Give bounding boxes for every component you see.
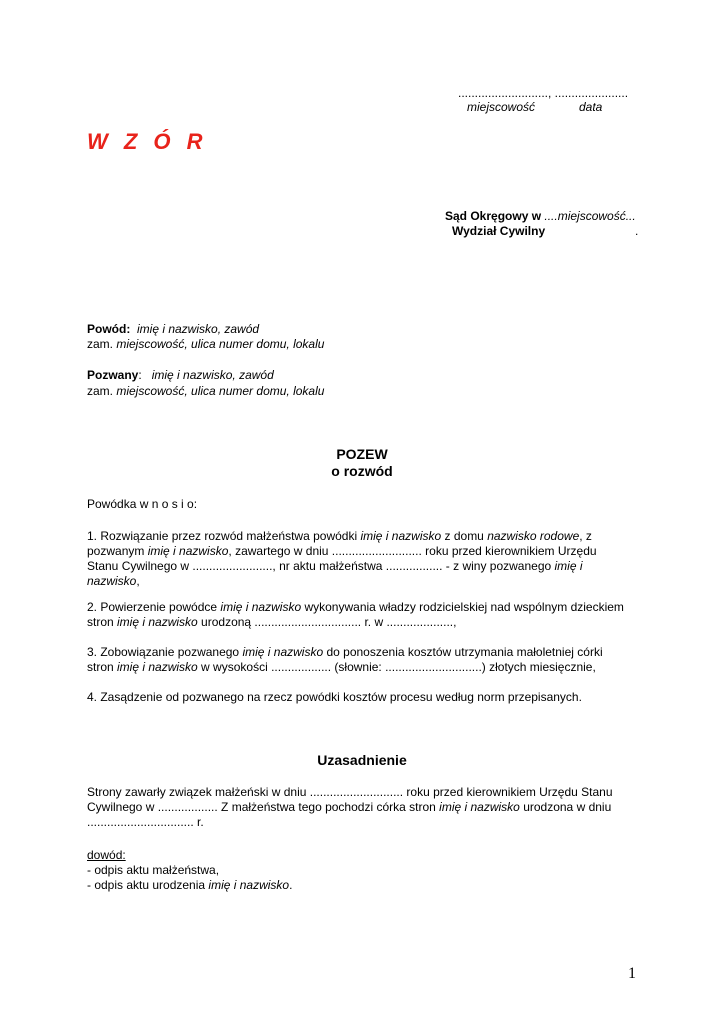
- placeholder-field: imię i nazwisko: [117, 660, 198, 674]
- court-place: ....miejscowość...: [544, 209, 636, 223]
- text-segment: ,: [136, 574, 140, 588]
- plaintiff-value: imię i nazwisko, zawód: [137, 322, 260, 336]
- request-3-line: [87, 660, 596, 675]
- court-prefix: Sąd Okręgowy w: [445, 209, 545, 223]
- text-segment: urodzona w dniu: [519, 800, 612, 814]
- requests-intro: Powódka w n o s i o:: [87, 497, 198, 511]
- request-1-line: [87, 574, 140, 589]
- text-segment: , z: [579, 529, 592, 543]
- request-1-line: [87, 559, 583, 574]
- placeholder-field: imię i nazwisko: [208, 878, 290, 892]
- request-2-line: [87, 600, 624, 615]
- text-segment: Strony zawarły związek małżeński w dniu ............................ roku przed kierownikiem Urzędu Stanu: [87, 785, 613, 799]
- plaintiff-address: [87, 337, 324, 352]
- place-date-dots: ..........................., ......................: [458, 86, 629, 100]
- request-2-line: [87, 615, 456, 630]
- justification-line: [87, 815, 204, 830]
- defendant-address-value: miejscowość, ulica numer domu, lokalu: [116, 384, 325, 398]
- text-segment: stron: [87, 615, 118, 629]
- date-label: data: [579, 100, 603, 114]
- placeholder-field: imię i nazwisko: [439, 800, 520, 814]
- text-segment: pozwanym: [87, 544, 148, 558]
- text-segment: Cywilnego w .................. Z małżeństwa tego pochodzi córka stron: [87, 800, 440, 814]
- evidence-item: [87, 863, 219, 878]
- justification-line: [87, 785, 613, 800]
- request-4-line: [87, 690, 582, 705]
- defendant-colon: :: [138, 368, 142, 382]
- place-label: miejscowość: [467, 100, 536, 114]
- court-trailing-dot: .: [635, 224, 639, 238]
- text-segment: - odpis aktu małżeństwa,: [87, 863, 220, 877]
- placeholder-field: imię i nazwisko: [242, 645, 324, 659]
- placeholder-field: nazwisko rodowe: [487, 529, 580, 543]
- placeholder-field: imię i nazwisko: [147, 544, 229, 558]
- text-segment: , zawartego w dniu ........................... roku przed kierownikiem Urzędu: [228, 544, 597, 558]
- page-number: 1: [628, 965, 636, 982]
- evidence-label: dowód:: [87, 848, 126, 862]
- text-segment: z domu: [441, 529, 488, 543]
- text-segment: .: [289, 878, 293, 892]
- evidence-item: [87, 878, 292, 893]
- document-subtitle: o rozwód: [331, 463, 393, 479]
- text-segment: stron: [87, 660, 118, 674]
- text-segment: Stanu Cywilnego w ........................, nr aktu małżeństwa ................. - z winy pozwanego: [87, 559, 555, 573]
- text-segment: w wysokości .................. (słownie: .............................) złotych miesięcznie,: [197, 660, 596, 674]
- text-segment: urodzoną ................................ r. w ....................,: [197, 615, 457, 629]
- plaintiff-label: Powód:: [87, 322, 131, 336]
- request-1-line: [87, 544, 597, 559]
- justification-heading: Uzasadnienie: [317, 752, 407, 768]
- defendant-address: [87, 384, 324, 399]
- justification-line: [87, 800, 611, 815]
- request-3-line: [87, 645, 603, 660]
- text-segment: 2. Powierzenie powódce: [87, 600, 221, 614]
- placeholder-field: imię i nazwisko: [117, 615, 198, 629]
- defendant-line: [87, 368, 274, 383]
- placeholder-field: nazwisko: [87, 574, 137, 588]
- defendant-value: imię i nazwisko, zawód: [151, 368, 274, 382]
- text-segment: ................................ r.: [87, 815, 204, 829]
- text-segment: 4. Zasądzenie od pozwanego na rzecz powódki kosztów procesu według norm przepisanych.: [87, 690, 582, 704]
- document-title: POZEW: [336, 446, 388, 462]
- placeholder-field: imię i: [554, 559, 583, 573]
- document-template-title: W Z Ó R: [87, 129, 208, 154]
- text-segment: wykonywania władzy rodzicielskiej nad wspólnym dzieckiem: [301, 600, 624, 614]
- plaintiff-address-prefix: zam.: [87, 337, 117, 351]
- request-1-line: [87, 529, 592, 544]
- defendant-address-prefix: zam.: [87, 384, 117, 398]
- placeholder-field: imię i nazwisko: [220, 600, 302, 614]
- defendant-label: Pozwany: [87, 368, 139, 382]
- text-segment: 1. Rozwiązanie przez rozwód małżeństwa powódki: [87, 529, 361, 543]
- text-segment: - odpis aktu urodzenia: [87, 878, 209, 892]
- court-division: Wydział Cywilny: [452, 224, 546, 238]
- plaintiff-line: [87, 322, 259, 337]
- text-segment: do ponoszenia kosztów utrzymania małoletniej córki: [323, 645, 603, 659]
- text-segment: 3. Zobowiązanie pozwanego: [87, 645, 243, 659]
- placeholder-field: imię i nazwisko: [360, 529, 442, 543]
- plaintiff-address-value: miejscowość, ulica numer domu, lokalu: [116, 337, 325, 351]
- court-name: [445, 209, 636, 224]
